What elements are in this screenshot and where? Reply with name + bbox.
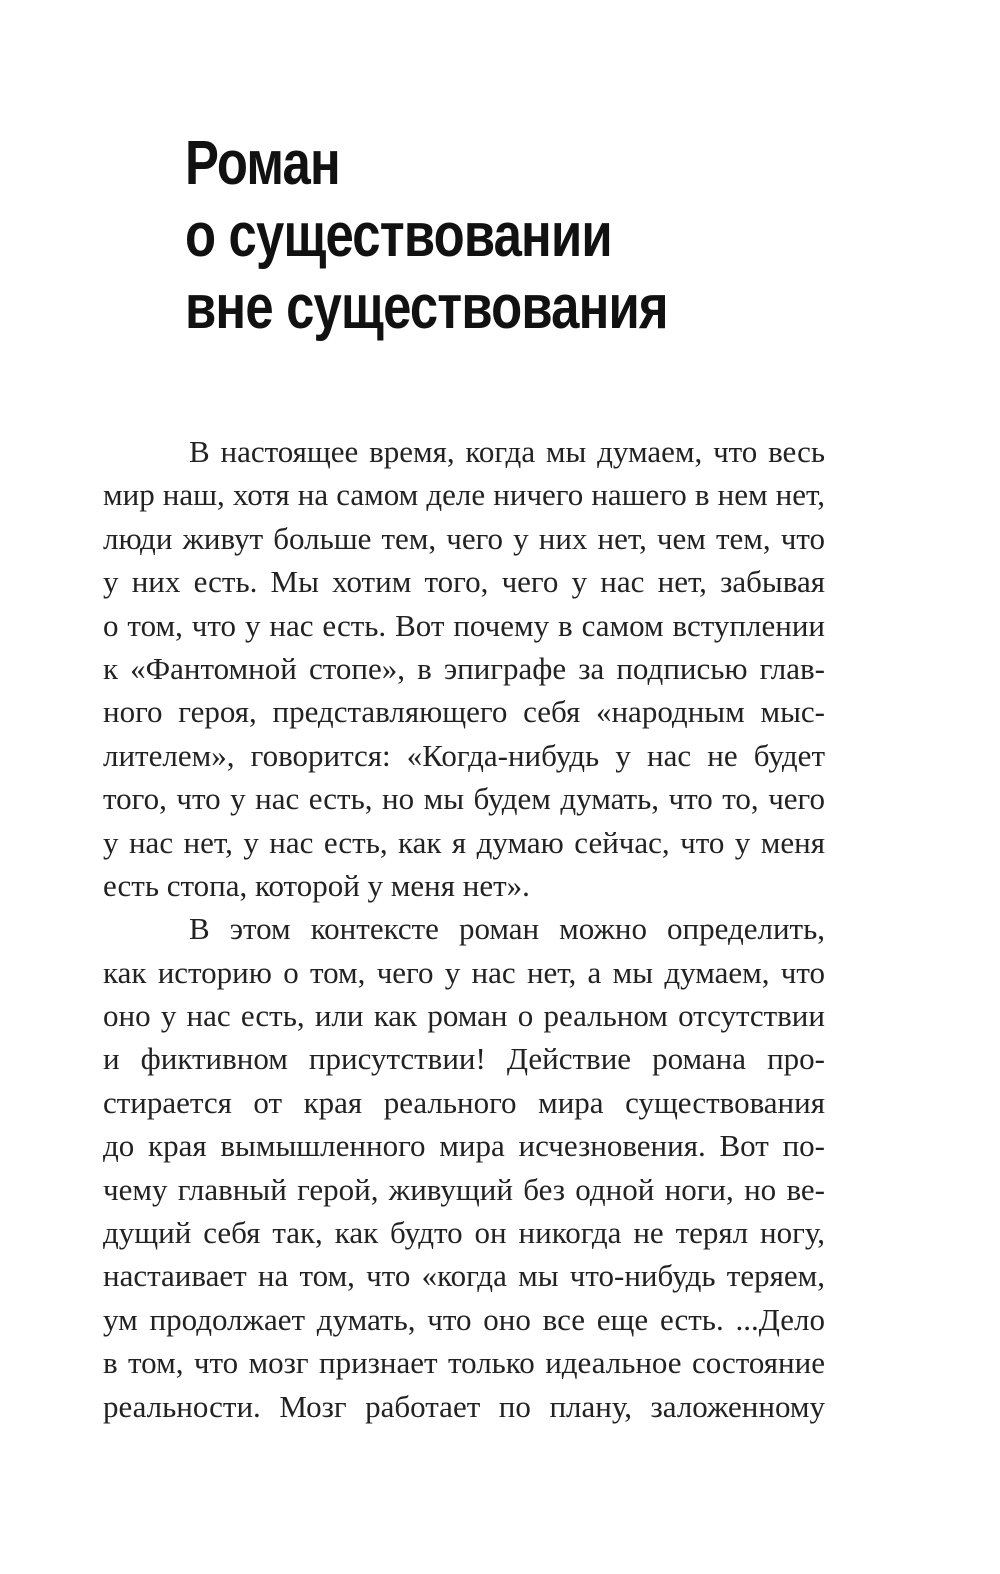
text-line: реальности. Мозг работает по плану, заложенному (103, 1388, 825, 1424)
text-line: стирается от края реального мира существования (103, 1084, 825, 1120)
text-line: лителем», говорится: «Когда-нибудь у нас не будет (103, 737, 825, 773)
text-line: ум продолжает думать, что оно все еще есть. ...Дело (103, 1301, 825, 1337)
text-line: о том, что у нас есть. Вот почему в самом вступлении (103, 607, 825, 643)
text-line: настаивает на том, что «когда мы что-нибудь теряем, (103, 1258, 825, 1294)
chapter-title (185, 128, 775, 344)
text-line: к «Фантомной стопе», в эпиграфе за подписью глав- (103, 650, 825, 686)
text-line: у них есть. Мы хотим того, чего у нас нет, забывая (103, 564, 825, 600)
text-line: есть стопа, которой у меня нет». (103, 867, 530, 903)
text-line: люди живут больше тем, чего у них нет, чем тем, что (103, 520, 825, 556)
text-line: того, что у нас есть, но мы будем думать, что то, чего (103, 781, 825, 817)
text-line: как историю о том, чего у нас нет, а мы думаем, что (103, 954, 825, 990)
chapter-title-line: Роман (185, 129, 340, 198)
text-line: В этом контексте роман можно определить, (189, 911, 825, 947)
text-line: чему главный герой, живущий без одной ноги, но ве- (103, 1171, 825, 1207)
text-line: в том, что мозг признает только идеальное состояние (103, 1345, 825, 1381)
text-line: В настоящее время, когда мы думаем, что весь (189, 434, 825, 469)
chapter-title-line: вне существования (185, 273, 668, 342)
text-line: у нас нет, у нас есть, как я думаю сейчас, что у меня (103, 824, 825, 860)
chapter-title-line: о существовании (185, 201, 612, 270)
text-line: оно у нас есть, или как роман о реальном отсутствии (103, 998, 825, 1034)
text-line: до края вымышленного мира исчезновения. Вот по- (103, 1128, 825, 1164)
text-line: и фиктивном присутствии! Действие романа про- (103, 1041, 825, 1077)
text-line: ного героя, представляющего себя «народным мыс- (103, 694, 825, 730)
text-line: мир наш, хотя на самом деле ничего нашего в нем нет, (103, 477, 825, 513)
text-line: дущий себя так, как будто он никогда не терял ногу, (103, 1215, 825, 1251)
body-text (103, 430, 825, 1428)
paragraph-1 (103, 430, 825, 907)
paragraph-2 (103, 907, 825, 1428)
